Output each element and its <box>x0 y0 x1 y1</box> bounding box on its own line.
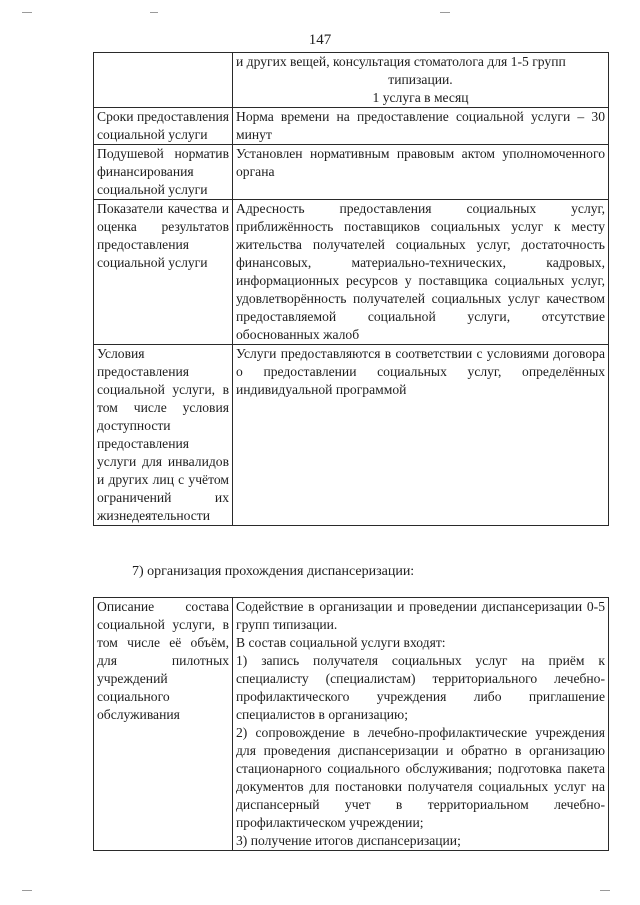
row-label: Сроки предоставления социальной услуги <box>94 108 233 145</box>
value-line: и других вещей, консультация стоматолога для 1-5 групп <box>236 54 566 69</box>
row-label <box>94 53 233 108</box>
value-line: Содействие в организации и проведении диспансеризации 0-5 групп типизации. <box>236 599 605 632</box>
service-table-continued <box>93 52 609 526</box>
row-value <box>233 598 609 851</box>
value-line: 2) сопровождение в лечебно-профилактические учреждения для проведения диспансеризации и обратно в организацию стационарного социального обслуживания; подготовка пакета документов для постановки получателя социальных услуг на диспансерный учет в территориальном лечебно-профилактическом учреждении; <box>236 725 605 830</box>
row-label: Описание состава социальной услуги, в том числе её объём, для пилотных учреждений социального обслуживания <box>94 598 233 851</box>
row-value: Установлен нормативным правовым актом уполномоченного органа <box>233 145 609 200</box>
scan-mark <box>150 12 158 13</box>
table-row <box>94 200 609 345</box>
section-heading: 7) организация прохождения диспансеризации: <box>132 564 415 579</box>
row-value: Норма времени на предоставление социальной услуги – 30 минут <box>233 108 609 145</box>
value-line: 1) запись получателя социальных услуг на приём к специалисту (специалистам) территориального лечебно-профилактического учреждения либо приглашение специалистов в организацию; <box>236 653 605 722</box>
value-line: В состав социальной услуги входят: <box>236 635 446 650</box>
table-row <box>94 598 609 851</box>
row-value: Услуги предоставляются в соответствии с условиями договора о предоставлении социальных услуг, определённых индивидуальной программой <box>233 345 609 526</box>
scan-mark <box>600 890 610 891</box>
row-label: Условия предоставления социальной услуги, в том числе условия доступности предоставления услуги для инвалидов и других лиц с учётом ограничений их жизнедеятельности <box>94 345 233 526</box>
value-line: типизации. <box>388 72 453 87</box>
row-label: Показатели качества и оценка результатов предоставления социальной услуги <box>94 200 233 345</box>
scan-mark <box>440 12 450 13</box>
table-row <box>94 53 609 108</box>
service-table-dispanserization <box>93 597 609 851</box>
page-number: 147 <box>308 32 332 48</box>
scan-mark <box>22 12 32 13</box>
scan-mark <box>22 890 32 891</box>
table-row <box>94 345 609 526</box>
row-value <box>233 53 609 108</box>
value-line: 3) получение итогов диспансеризации; <box>236 833 461 848</box>
table-row <box>94 108 609 145</box>
table-row <box>94 145 609 200</box>
row-value: Адресность предоставления социальных услуг, приближённость поставщиков социальных услуг к месту жительства получателей социальных услуг, достаточность финансовых, материально-технических, кадровых, информационных ресурсов у поставщика социальных услуг, удовлетворённость получателей социальных услуг качеством предоставляемой социальной услуги, отсутствие обоснованных жалоб <box>233 200 609 345</box>
value-line: 1 услуга в месяц <box>372 90 469 105</box>
row-label: Подушевой норматив финансирования социальной услуги <box>94 145 233 200</box>
